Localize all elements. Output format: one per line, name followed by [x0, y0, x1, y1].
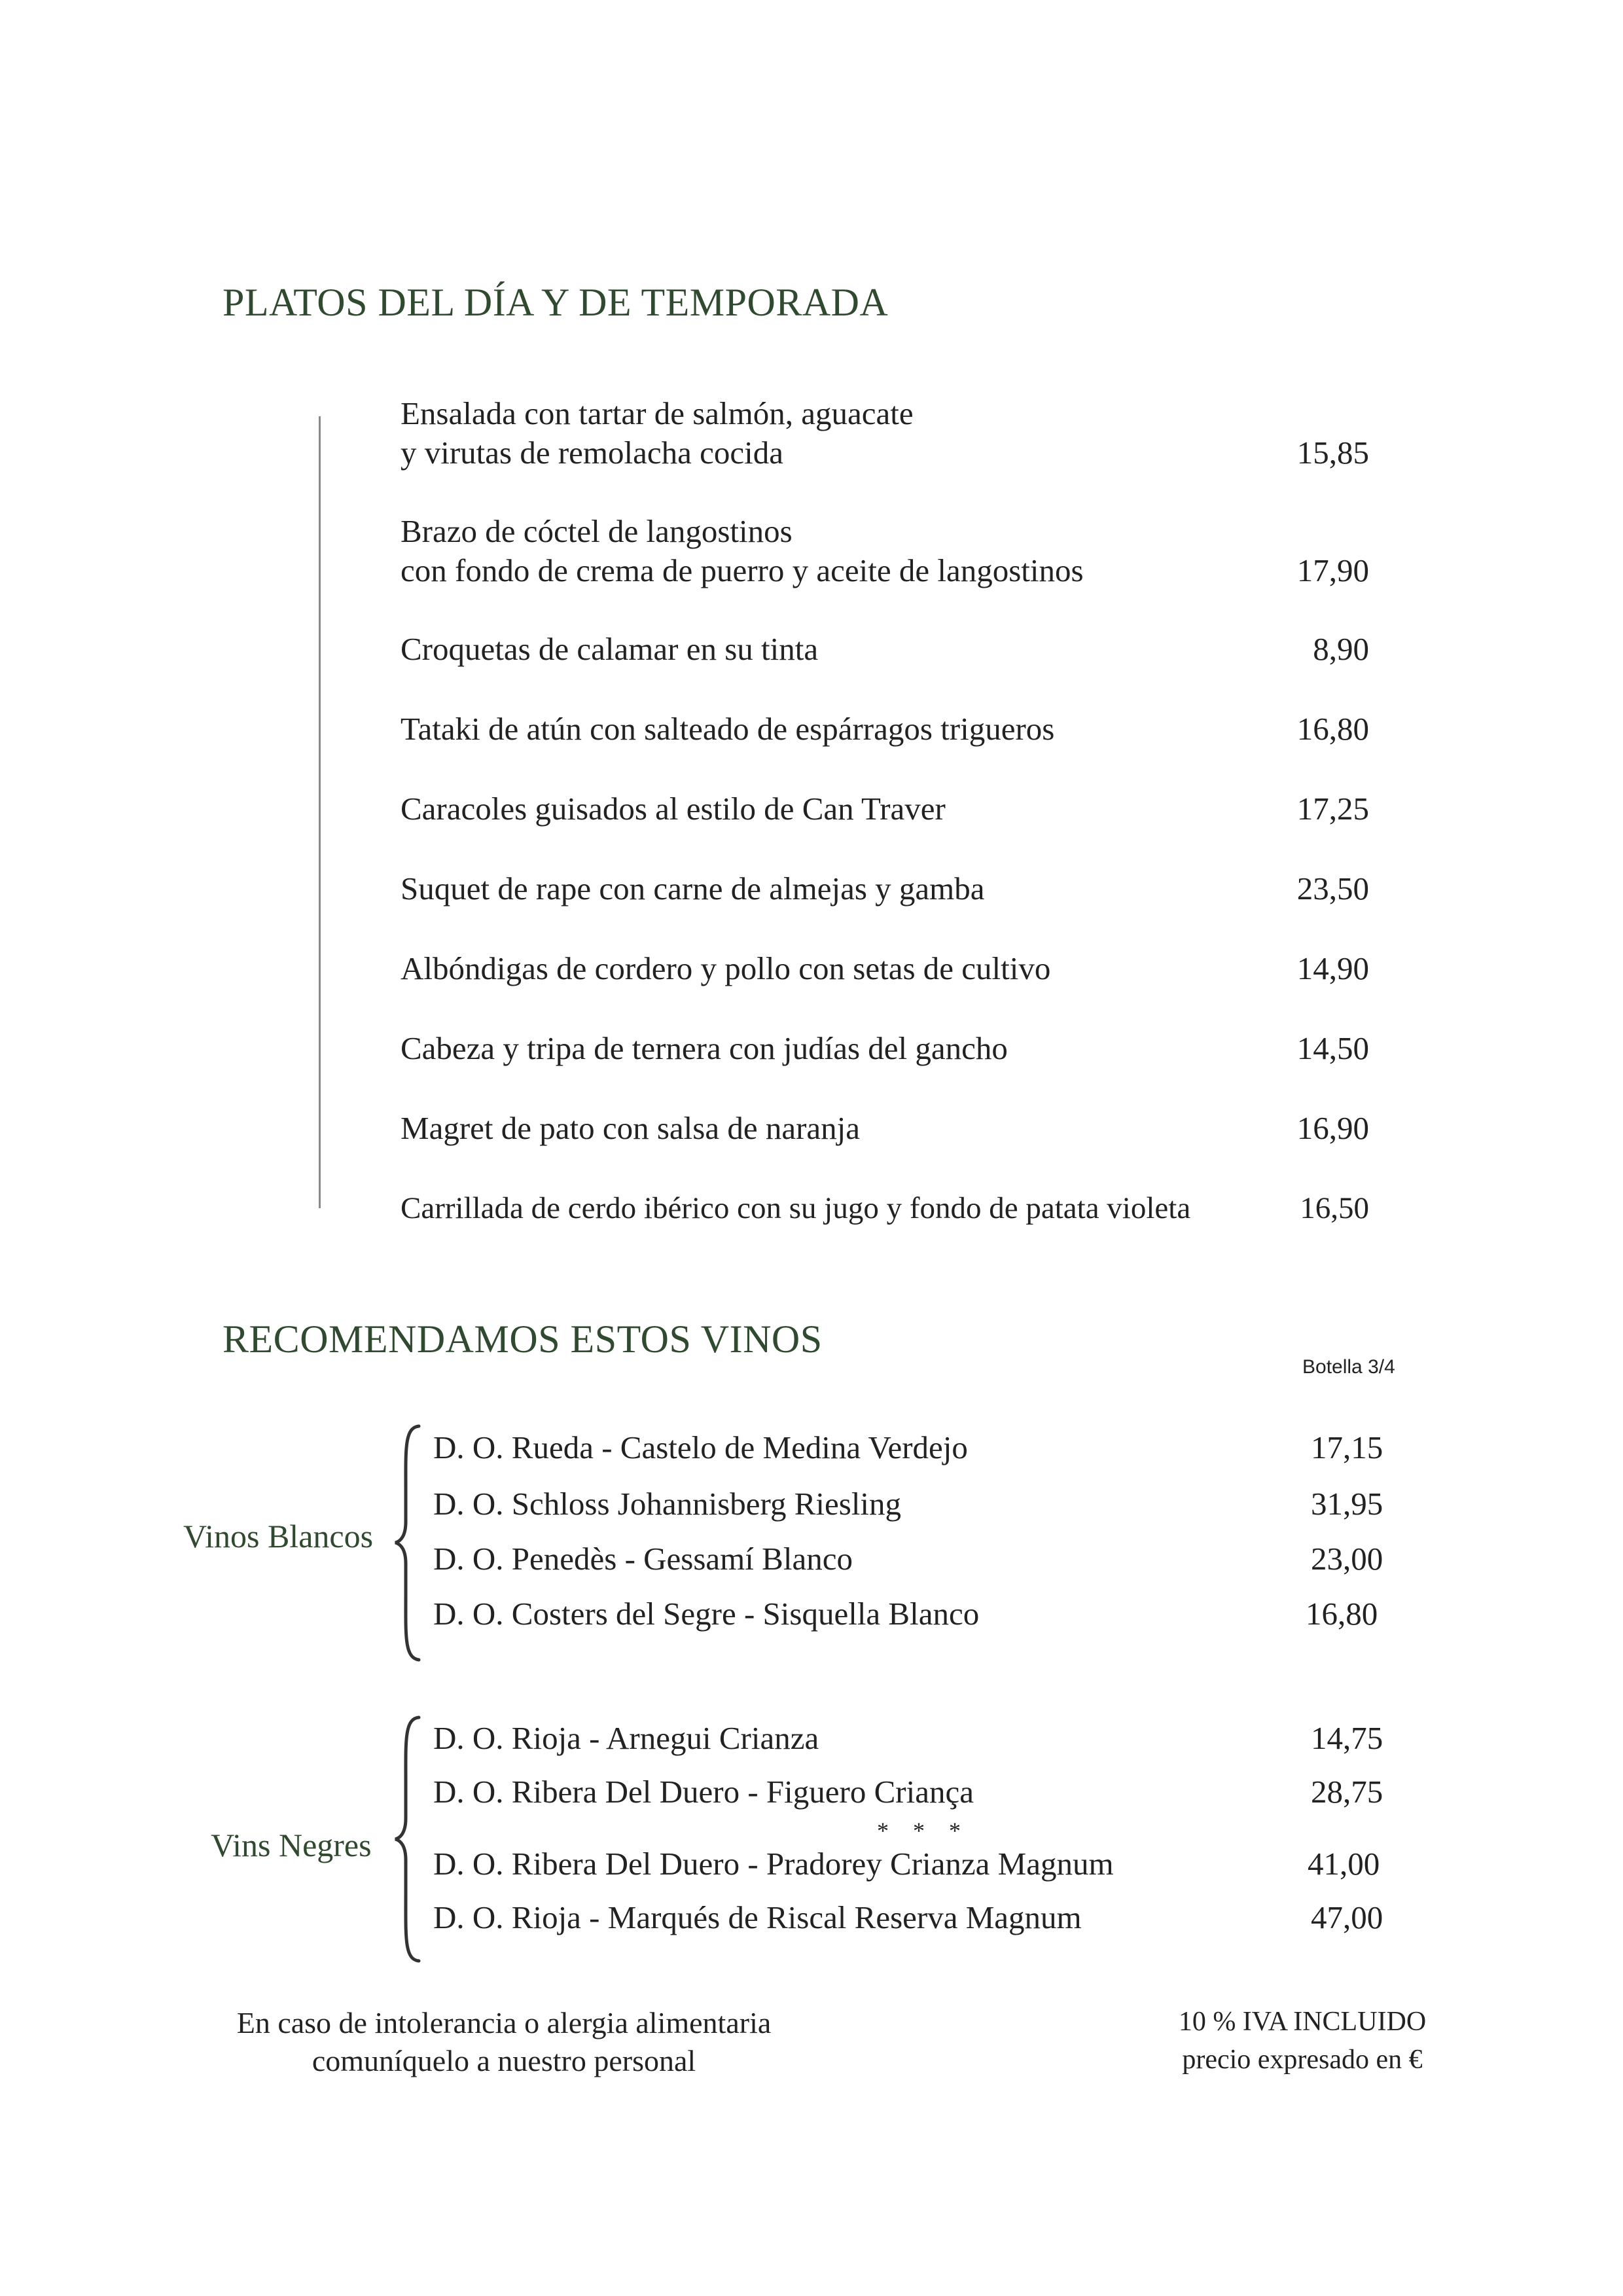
wine-name: D. O. Ribera Del Duero - Pradorey Crianza Magnum	[433, 1846, 1114, 1882]
dish-item	[401, 1109, 1369, 1148]
dish-name: Cabeza y tripa de ternera con judías del gancho	[401, 1030, 1008, 1066]
wine-name: D. O. Schloss Johannisberg Riesling	[433, 1486, 902, 1522]
tax-notice-line: 10 % IVA INCLUIDO	[1178, 2007, 1427, 2037]
dish-item	[401, 789, 1369, 829]
vinos-blancos-label: Vinos Blancos	[183, 1518, 374, 1554]
curly-brace-icon	[393, 1424, 425, 1662]
wine-name: D. O. Rioja - Marqués de Riscal Reserva Magnum	[433, 1899, 1082, 1935]
allergy-notice-line: comuníquelo a nuestro personal	[312, 2044, 696, 2077]
dish-price: 17,25	[1296, 791, 1369, 827]
dish-item	[401, 949, 1369, 988]
dish-item	[401, 630, 1369, 669]
allergy-notice	[196, 2004, 812, 2080]
wine-price: 16,80	[1306, 1596, 1378, 1632]
dish-item	[401, 869, 1369, 908]
wine-price: 14,75	[1311, 1720, 1383, 1756]
dish-price: 15,85	[1296, 435, 1369, 471]
curly-brace-icon	[393, 1715, 425, 1964]
dish-price: 16,80	[1296, 711, 1369, 747]
wine-name: D. O. Penedès - Gessamí Blanco	[433, 1541, 853, 1577]
dish-price: 8,90	[1313, 631, 1369, 667]
dish-name: Magret de pato con salsa de naranja	[401, 1110, 861, 1146]
dish-price: 16,90	[1296, 1110, 1369, 1146]
dish-name: Tataki de atún con salteado de espárragos trigueros	[401, 711, 1055, 747]
separator-stars: * * *	[877, 1818, 970, 1844]
dish-name: Carrillada de cerdo ibérico con su jugo y fondo de patata violeta	[401, 1191, 1191, 1225]
wine-price: 47,00	[1311, 1899, 1383, 1935]
dish-item	[401, 394, 1369, 473]
bottle-size-label: Botella 3/4	[1302, 1356, 1395, 1378]
platos-section-title: PLATOS DEL DÍA Y DE TEMPORADA	[223, 281, 889, 324]
wine-price: 31,95	[1311, 1486, 1383, 1522]
dish-item	[401, 512, 1369, 590]
dish-price: 14,90	[1296, 950, 1369, 986]
dish-item	[401, 709, 1369, 749]
vinos-section-title: RECOMENDAMOS ESTOS VINOS	[223, 1318, 823, 1361]
dish-name: Albóndigas de cordero y pollo con setas de cultivo	[401, 950, 1051, 986]
dish-name: Croquetas de calamar en su tinta	[401, 631, 819, 667]
wine-name: D. O. Costers del Segre - Sisquella Blanco	[433, 1596, 980, 1632]
allergy-notice-line: En caso de intolerancia o alergia alimentaria	[236, 2006, 772, 2039]
dish-name: Ensalada con tartar de salmón, aguacate	[401, 395, 914, 431]
dish-name: Suquet de rape con carne de almejas y gamba	[401, 870, 985, 906]
dish-item	[401, 1189, 1369, 1228]
dish-price: 17,90	[1296, 552, 1369, 588]
dish-price: 16,50	[1300, 1191, 1369, 1225]
dish-name: Brazo de cóctel de langostinos	[401, 513, 793, 549]
wine-name: D. O. Ribera Del Duero - Figuero Criança	[433, 1774, 974, 1810]
wine-price: 17,15	[1311, 1429, 1383, 1465]
menu-divider-line	[319, 416, 321, 1208]
wine-name: D. O. Rueda - Castelo de Medina Verdejo	[433, 1429, 968, 1465]
dish-price: 14,50	[1296, 1030, 1369, 1066]
tax-notice-line: precio expresado en €	[1182, 2045, 1423, 2075]
dish-name-cont: y virutas de remolacha cocida	[401, 435, 784, 471]
dish-name-cont: con fondo de crema de puerro y aceite de langostinos	[401, 552, 1084, 588]
wine-name: D. O. Rioja - Arnegui Crianza	[433, 1720, 819, 1756]
wine-price: 23,00	[1311, 1541, 1383, 1577]
dish-price: 23,50	[1296, 870, 1369, 906]
dish-item	[401, 1029, 1369, 1068]
dish-name: Caracoles guisados al estilo de Can Traver	[401, 791, 946, 827]
wine-price: 28,75	[1311, 1774, 1383, 1810]
vins-negres-label: Vins Negres	[211, 1827, 372, 1863]
tax-notice	[1158, 2003, 1446, 2079]
wine-price: 41,00	[1308, 1846, 1380, 1882]
